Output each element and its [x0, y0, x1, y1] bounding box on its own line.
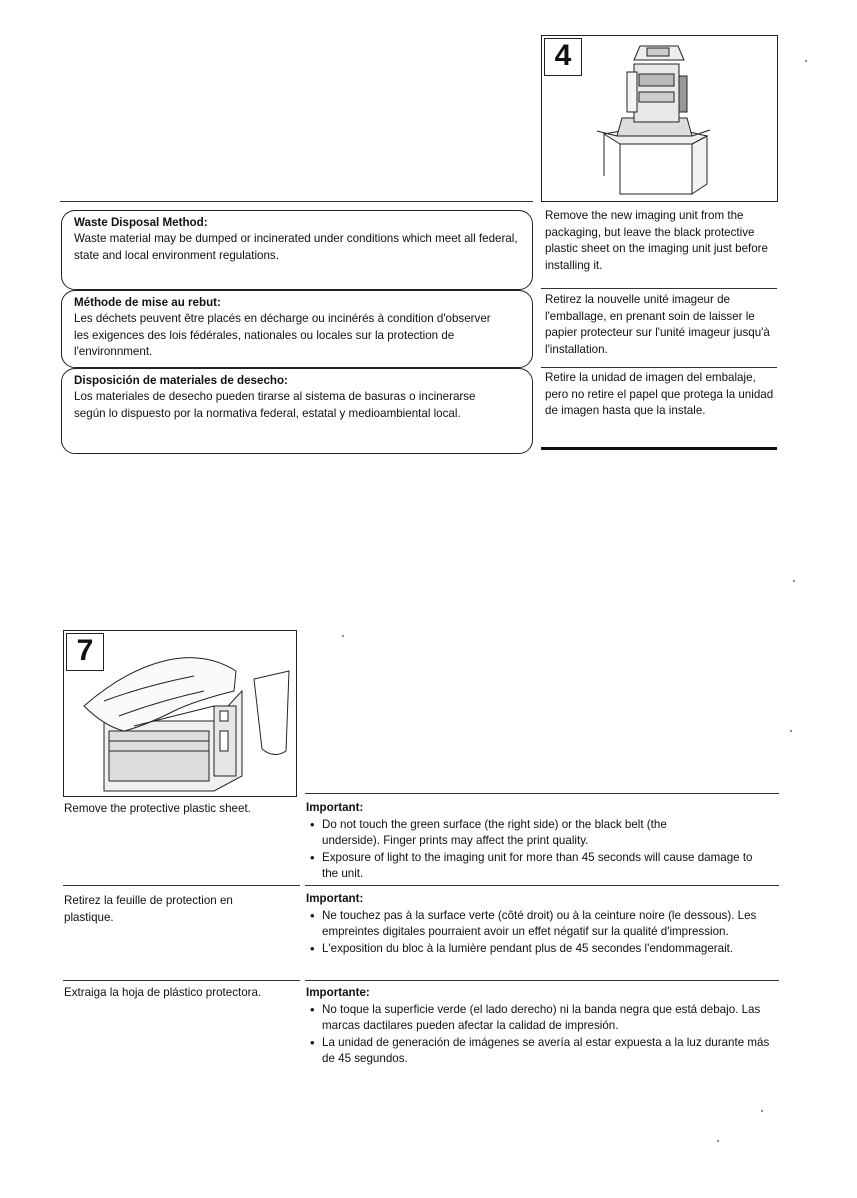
important-note-en: [306, 800, 778, 883]
step7-number: 7: [66, 633, 104, 671]
important-bullet-es-1: • No toque la superficie verde (el lado derecho) ni la banda negra que está debajo. Las marcas dactilares pueden afectar la calidad de impresión.: [306, 1002, 762, 1035]
step7-instruction-fr: Retirez la feuille de protection en plastique.: [64, 894, 233, 924]
important-note-es: [306, 985, 778, 1068]
scan-speck: [342, 635, 344, 637]
important-note-fr: [306, 891, 792, 957]
divider: [541, 288, 777, 289]
step4-number: 4: [544, 38, 582, 76]
waste-disposal-body-en: Waste material may be dumped or incinerated under conditions which meet all federal, state and local environment regulations.: [74, 232, 518, 262]
scan-speck: [805, 60, 807, 62]
imaging-unit-box-illustration: [542, 36, 777, 201]
divider: [60, 201, 533, 202]
scan-speck: [761, 1110, 763, 1112]
important-title-fr: Important:: [306, 892, 364, 905]
scan-speck: [717, 1140, 719, 1142]
waste-disposal-body-es: Los materiales de desecho pueden tirarse al sistema de basuras o incinerarse según lo dispuesto por la normativa federal, estatal y medioambiental local.: [74, 390, 476, 420]
step4-illustration: [541, 35, 778, 202]
divider: [63, 885, 300, 886]
important-bullet-en-1: • Do not touch the green surface (the right side) or the black belt (the underside). Finger prints may affect the print quality.: [306, 817, 722, 850]
divider: [63, 980, 300, 981]
step7-illustration: [63, 630, 297, 797]
waste-disposal-title-fr: Méthode de mise au rebut:: [74, 296, 221, 309]
section-end-rule: [541, 447, 777, 450]
step7-instruction-es: Extraiga la hoja de plástico protectora.: [64, 986, 262, 999]
important-title-en: Important:: [306, 801, 364, 814]
step7-instruction-en: Remove the protective plastic sheet.: [64, 802, 251, 815]
step4-text-fr: Retirez la nouvelle unité imageur de l'emballage, en prenant soin de laisser le papier protecteur sur l'unité imageur jusqu'à l'installation.: [545, 293, 770, 356]
waste-disposal-box-en: [61, 210, 533, 290]
waste-disposal-title-en: Waste Disposal Method:: [74, 216, 208, 229]
divider: [541, 367, 777, 368]
waste-disposal-box-fr: [61, 290, 533, 368]
divider: [305, 885, 779, 886]
waste-disposal-box-es: [61, 368, 533, 454]
waste-disposal-title-es: Disposición de materiales de desecho:: [74, 374, 288, 387]
important-bullet-fr-1: • Ne touchez pas à la surface verte (côté droit) ou à la ceinture noire (le dessous). Les empreintes digitales pourraient avoir un effet négatif sur la qualité d'impression.: [306, 908, 804, 941]
divider: [305, 980, 779, 981]
divider: [305, 793, 779, 794]
remove-plastic-sheet-illustration: [64, 631, 296, 796]
step4-text-en: Remove the new imaging unit from the packaging, but leave the black protective plastic sheet on the imaging unit just before installing it.: [545, 209, 768, 272]
scan-speck: [793, 580, 795, 582]
important-title-es: Importante:: [306, 986, 370, 999]
step4-text-es: Retire la unidad de imagen del embalaje, pero no retire el papel que protega la unidad de imagen hasta que la instale.: [545, 371, 774, 418]
important-bullet-en-2: • Exposure of light to the imaging unit for more than 45 seconds will cause damage to the unit.: [306, 850, 762, 883]
important-bullet-fr-2: • L'exposition du bloc à la lumière pendant plus de 45 secondes l'endommagerait.: [306, 941, 808, 958]
important-bullet-es-2: • La unidad de generación de imágenes se avería al estar expuesta a la luz durante más de 45 segundos.: [306, 1035, 772, 1068]
scan-speck: [790, 730, 792, 732]
waste-disposal-body-fr: Les déchets peuvent être placés en décharge ou incinérés à condition d'observer les exigences des lois fédérales, nationales ou locales sur la protection de l'environnment.: [74, 312, 491, 359]
